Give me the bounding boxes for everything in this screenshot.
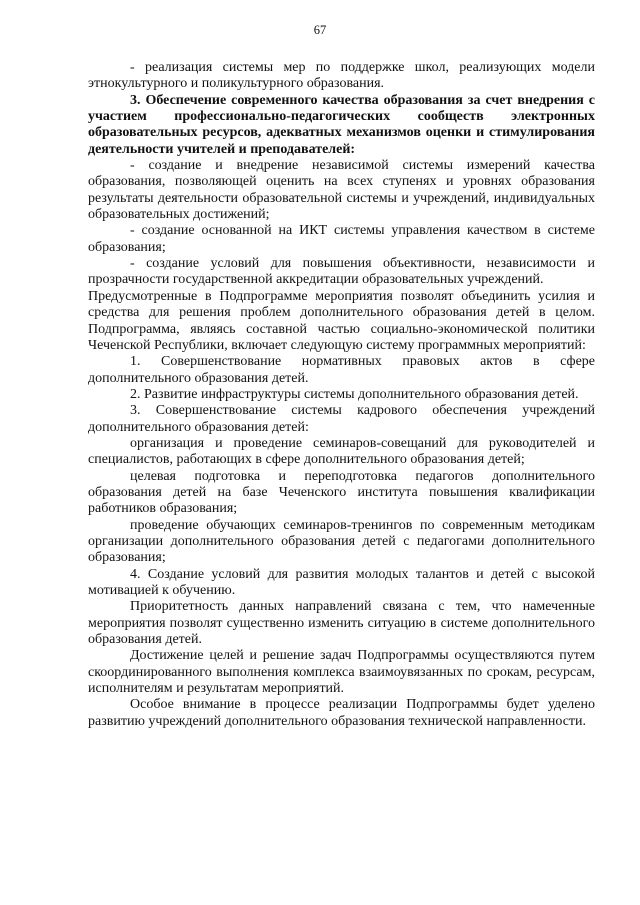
paragraph: Достижение целей и решение задач Подпрограммы осуществляются путем скоординированного выполнения комплекса взаимоувязанных по срокам, ресурсам, исполнителям и результатам мероприятий. xyxy=(88,648,595,697)
paragraph: организация и проведение семинаров-совещаний для руководителей и специалистов, работающих в сфере дополнительного образования детей; xyxy=(88,435,595,468)
paragraph: 3. Обеспечение современного качества образования за счет внедрения с участием профессионально-педагогических сообществ электронных образовательных ресурсов, адекватных механизмов оценки и стимулирования деятельности учителей и преподавателей: xyxy=(88,92,595,157)
paragraph: - создание основанной на ИКТ системы управления качеством в системе образования; xyxy=(88,223,595,255)
paragraph: Особое внимание в процессе реализации Подпрограммы будет уделено развитию учреждений дополнительного образования технической направленности. xyxy=(88,697,595,729)
paragraph: проведение обучающих семинаров-тренингов по современным методикам организации дополнительного образования детей с педагогами дополнительного образования; xyxy=(88,517,595,566)
paragraph: Предусмотренные в Подпрограмме мероприятия позволят объединить усилия и средства для решения проблем дополнительного образования детей в целом. Подпрограмма, являясь составной частью социально-экономической политики Чеченской Республики, включает следующую систему программных мероприятий: xyxy=(88,288,595,353)
paragraph: 3. Совершенствование системы кадрового обеспечения учреждений дополнительного образования детей: xyxy=(88,403,595,435)
paragraph: - создание условий для повышения объективности, независимости и прозрачности государственной аккредитации образовательных учреждений. xyxy=(88,256,595,288)
paragraph: - реализация системы мер по поддержке школ, реализующих модели этнокультурного и поликультурного образования. xyxy=(88,60,595,92)
paragraph: - создание и внедрение независимой системы измерений качества образования, позволяющей оценить на всех ступенях и уровнях образования результаты деятельности образовательной системы и учреждений, индивидуальных образовательных достижений; xyxy=(88,158,595,223)
paragraph: 1. Совершенствование нормативных правовых актов в сфере дополнительного образования детей. xyxy=(88,354,595,386)
paragraph: 4. Создание условий для развития молодых талантов и детей с высокой мотивацией к обучению. xyxy=(88,566,595,598)
paragraph: Приоритетность данных направлений связана с тем, что намеченные мероприятия позволят существенно изменить ситуацию в системе дополнительного образования детей. xyxy=(88,599,595,648)
page-number: 67 xyxy=(313,23,327,37)
paragraph: целевая подготовка и переподготовка педагогов дополнительного образования детей на базе Чеченского института повышения квалификации работников образования; xyxy=(88,468,595,517)
paragraph: 2. Развитие инфраструктуры системы дополнительного образования детей. xyxy=(130,386,579,402)
text-body xyxy=(88,60,595,730)
